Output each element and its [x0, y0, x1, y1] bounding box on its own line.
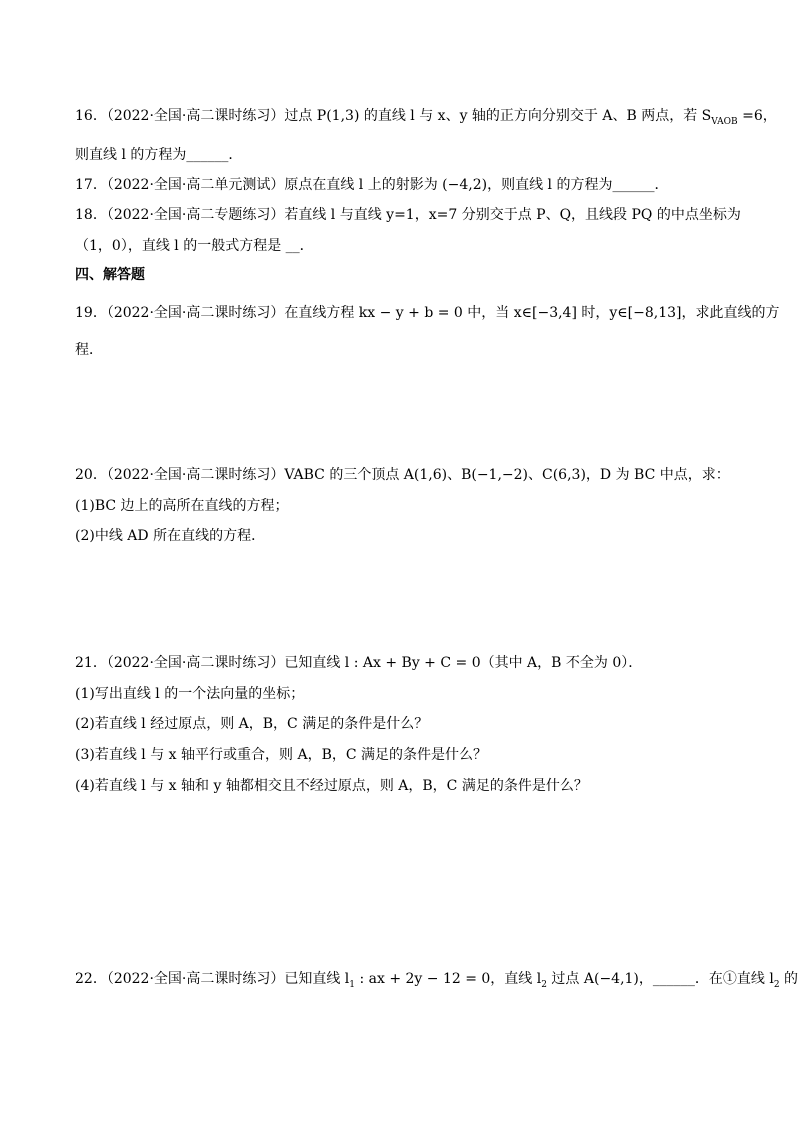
q16-line1 [75, 106, 777, 132]
q22-line1 [75, 969, 798, 995]
q20-part2: (2)中线 AD 所在直线的方程． [75, 528, 266, 544]
q21-part4: (4)若直线 l 与 x 轴和 y 轴都相交且不经过原点，则 A，B，C 满足的条件是什么？ [75, 778, 588, 794]
q22-text-end: 的 [779, 971, 798, 987]
q21-line1: 21．（2022·全国·高二课时练习）已知直线 l : Ax + By + C = 0（其中 A，B 不全为 0）． [75, 655, 643, 671]
q17: 17．（2022·全国·高二单元测试）原点在直线 l 上的射影为 (−4,2)，则直线 l 的方程为______． [75, 177, 669, 193]
q16-line2: 则直线 l 的方程为______． [75, 147, 243, 163]
q18-line2: （1，0），直线 l 的一般式方程是 __． [75, 238, 314, 254]
q16-text-end: =6， [737, 108, 777, 124]
q16-subscript: VAOB [711, 117, 738, 127]
q22-sub2: 2 [541, 980, 547, 990]
q22-text-mid: : ax + 2y − 12 = 0，直线 l [355, 971, 542, 987]
q22-text: 22．（2022·全国·高二课时练习）已知直线 l [75, 971, 350, 987]
q20-line1: 20．（2022·全国·高二课时练习）VABC 的三个顶点 A(1,6)、B(−1,−2)、C(6,3)，D 为 BC 中点，求： [75, 467, 730, 483]
q19-line2: 程． [75, 342, 103, 358]
q16-text: 16．（2022·全国·高二课时练习）过点 P(1,3) 的直线 l 与 x、y 轴的正方向分别交于 A、B 两点，若 S [75, 108, 712, 124]
section-heading: 四、解答题 [75, 267, 145, 283]
q22-sub3: 2 [773, 980, 780, 990]
q20-part1: (1)BC 边上的高所在直线的方程； [75, 498, 289, 514]
q22-text-mid2: 过点 A(−4,1)，______．在①直线 l [546, 971, 774, 987]
q21-part2: (2)若直线 l 经过原点，则 A，B，C 满足的条件是什么？ [75, 716, 429, 732]
q22-sub1: 1 [349, 980, 356, 990]
q21-part3: (3)若直线 l 与 x 轴平行或重合，则 A，B，C 满足的条件是什么？ [75, 747, 488, 763]
q19-line1: 19．（2022·全国·高二课时练习）在直线方程 kx − y + b = 0 中，当 x∈[−3,4] 时，y∈[−8,13]，求此直线的方 [75, 305, 780, 321]
q18-line1: 18．（2022·全国·高二专题练习）若直线 l 与直线 y=1，x=7 分别交于点 P、Q，且线段 PQ 的中点坐标为 [75, 207, 741, 223]
q21-part1: (1)写出直线 l 的一个法向量的坐标； [75, 686, 305, 702]
